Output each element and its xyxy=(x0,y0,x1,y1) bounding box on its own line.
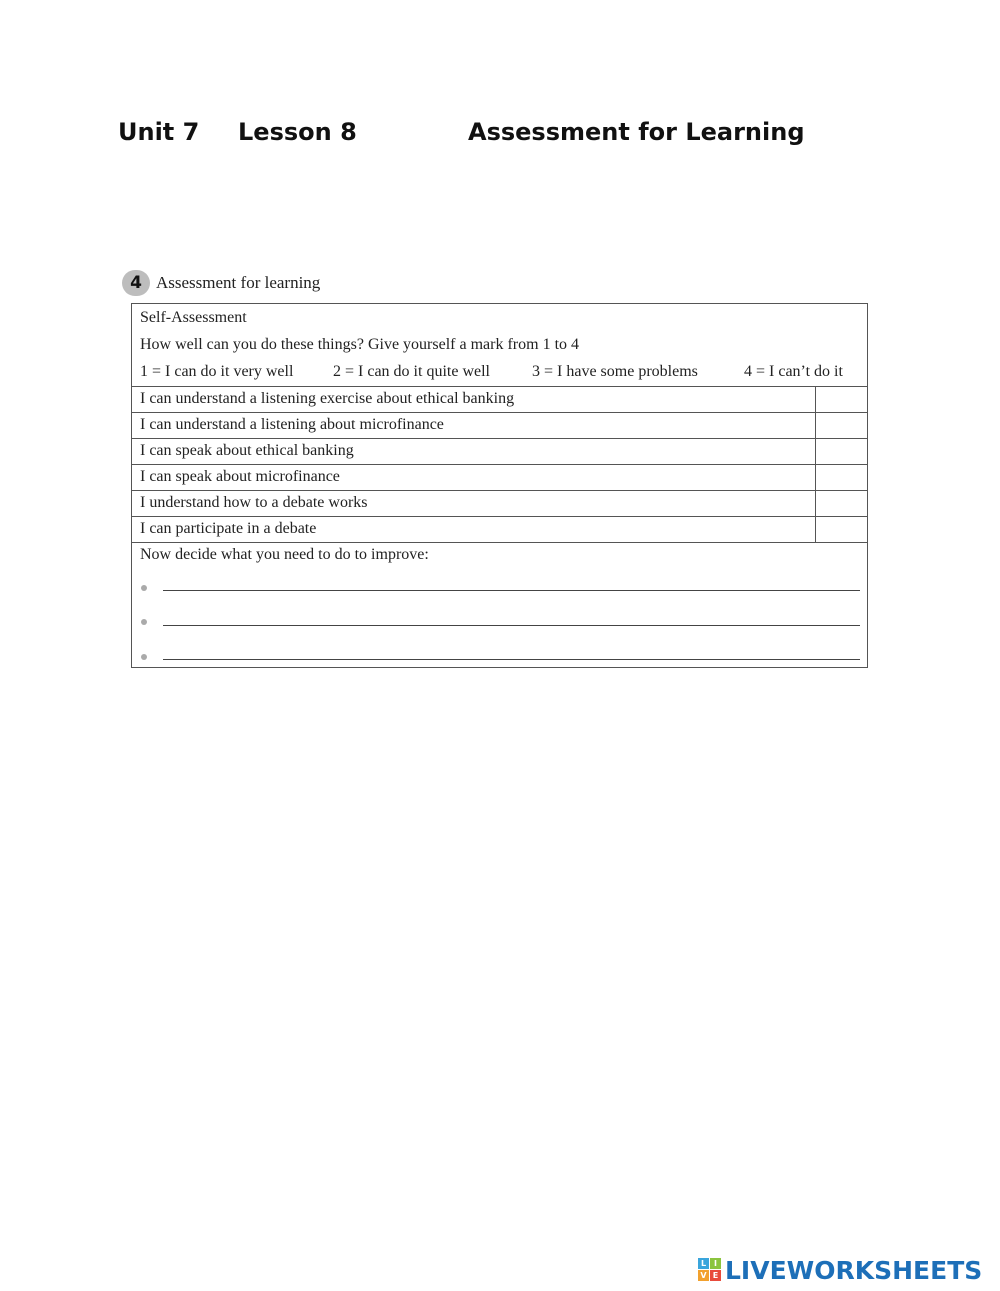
self-assessment-box xyxy=(131,303,868,668)
lesson-label: Lesson 8 xyxy=(238,118,357,146)
bullet-icon xyxy=(141,585,147,591)
statement-text: I can participate in a debate xyxy=(140,520,317,537)
statement-text: I understand how to a debate works xyxy=(140,494,368,511)
bullet-icon xyxy=(141,619,147,625)
statement-text: I can understand a listening exercise about ethical banking xyxy=(140,390,515,407)
table-row xyxy=(132,438,867,464)
statement-text: I can understand a listening about microfinance xyxy=(140,416,444,433)
scale-option-3: 3 = I have some problems xyxy=(532,363,698,380)
section-title: Assessment for learning xyxy=(156,273,321,292)
page-header xyxy=(0,118,1000,158)
table-row xyxy=(132,386,867,412)
mark-input-cell[interactable] xyxy=(815,439,867,464)
table-row xyxy=(132,516,867,542)
scale-option-1: 1 = I can do it very well xyxy=(140,363,294,380)
improvement-answer-line[interactable] xyxy=(163,625,860,626)
table-row xyxy=(132,412,867,438)
page-title: Assessment for Learning xyxy=(468,118,805,146)
statement-text: I can speak about ethical banking xyxy=(140,442,354,459)
improvement-answer-line[interactable] xyxy=(163,659,860,660)
self-assessment-heading: Self-Assessment xyxy=(140,309,247,326)
mark-input-cell[interactable] xyxy=(815,465,867,490)
mark-input-cell[interactable] xyxy=(815,517,867,542)
bullet-icon xyxy=(141,654,147,660)
mark-input-cell[interactable] xyxy=(815,387,867,412)
rating-scale xyxy=(140,363,860,383)
improvement-answer-line[interactable] xyxy=(163,590,860,591)
assessment-table xyxy=(132,386,867,542)
improvement-section xyxy=(132,542,867,563)
logo-text: LIVEWORKSHEETS xyxy=(725,1256,983,1285)
scale-option-4: 4 = I can’t do it xyxy=(744,363,843,380)
mark-input-cell[interactable] xyxy=(815,413,867,438)
statement-text: I can speak about microfinance xyxy=(140,468,340,485)
section-number-badge: 4 xyxy=(122,270,150,296)
mark-input-cell[interactable] xyxy=(815,491,867,516)
table-row xyxy=(132,464,867,490)
instruction-text: How well can you do these things? Give yourself a mark from 1 to 4 xyxy=(140,336,580,353)
unit-label: Unit 7 xyxy=(118,118,200,146)
scale-option-2: 2 = I can do it quite well xyxy=(333,363,490,380)
improvement-label: Now decide what you need to do to improve: xyxy=(140,546,429,563)
logo-cubes-icon: L I V E xyxy=(698,1258,724,1282)
table-row xyxy=(132,490,867,516)
